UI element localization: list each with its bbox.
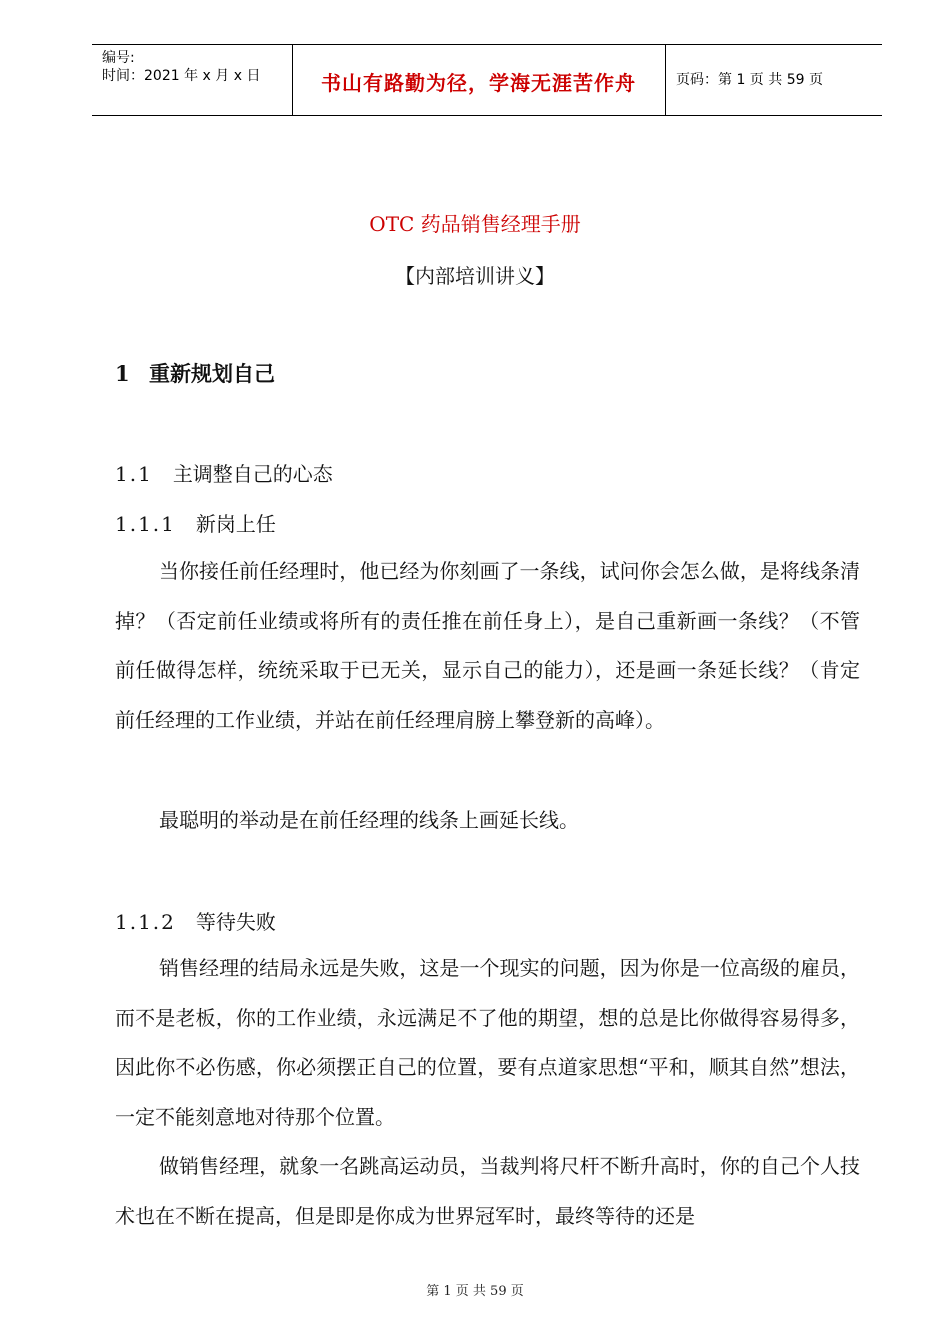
section-title: 新岗上任 [195, 512, 276, 536]
chapter-heading [115, 358, 275, 388]
paragraph-3: 销售经理的结局永远是失败，这是一个现实的问题，因为你是一位高级的雇员，而不是老板，你的工作业绩，永远满足不了他的期望，想的总是比你做得容易得多，因此你不必伤感，你必须摆正自己的位置，要有点道家思想“平和，顺其自然”想法，一定不能刻意地对待那个位置。 [115, 956, 860, 1129]
serial-label: 编号: [102, 50, 135, 66]
page-footer: 第 1 页 共 59 页 [426, 1284, 524, 1299]
document-subtitle: 【内部培训讲义】 [395, 264, 555, 288]
section-title: 等待失败 [195, 910, 276, 934]
section-number: 1.1 [115, 462, 153, 486]
section-number: 1.1.1 [115, 512, 176, 536]
document-title: OTC 药品销售经理手册 [369, 212, 581, 236]
header-motto-cell [292, 45, 666, 115]
page-header [92, 44, 882, 116]
section-heading-1-1 [115, 458, 333, 487]
time-label: 时间：2021 年 x 月 x 日 [102, 68, 261, 84]
header-motto: 书山有路勤为径，学海无涯苦作舟 [321, 71, 636, 95]
section-number: 1.1.2 [115, 910, 176, 934]
paragraph-4: 做销售经理，就象一名跳高运动员，当裁判将尺杆不断升高时，你的自己个人技术也在不断在提高，但是即是你成为世界冠军时，最终等待的还是 [115, 1154, 860, 1228]
paragraph-2: 最聪明的举动是在前任经理的线条上画延长线。 [159, 808, 579, 832]
chapter-number: 1 [115, 361, 130, 386]
header-meta-cell [92, 45, 293, 115]
paragraph-1: 当你接任前任经理时，他已经为你刻画了一条线，试问你会怎么做，是将线条清掉？（否定前任业绩或将所有的责任推在前任身上），是自己重新画一条线？（不管前任做得怎样，统统采取于已无关，显示自己的能力），还是画一条延长线？（肯定前任经理的工作业绩，并站在前任经理肩膀上攀登新的高峰）。 [115, 559, 860, 732]
section-heading-1-1-2 [115, 906, 276, 935]
header-page-code: 页码：第 1 页 共 59 页 [676, 72, 823, 88]
section-heading-1-1-1 [115, 508, 276, 537]
section-title: 主调整自己的心态 [172, 462, 333, 486]
header-page-cell [666, 45, 882, 115]
chapter-title: 重新规划自己 [149, 361, 275, 386]
